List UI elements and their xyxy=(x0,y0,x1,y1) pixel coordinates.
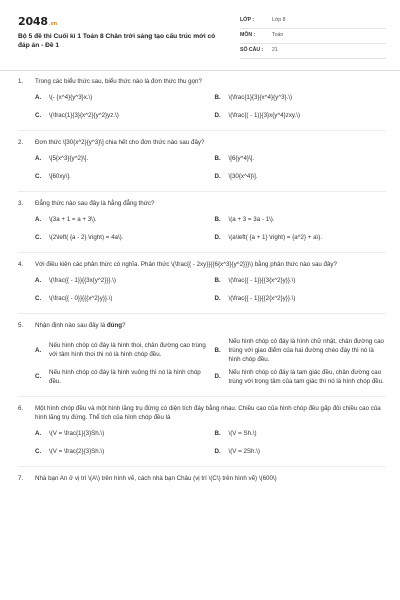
option-c[interactable] xyxy=(35,173,207,182)
question-stem: Trong các biểu thức sau, biểu thức nào là đơn thức thu gọn? xyxy=(35,78,202,85)
question-stem: Một hình chóp đều và một hình lăng trụ đứng có diện tích đáy bằng nhau. Chiều cao của hình chóp đều gấp đôi chiều cao của hình lăng trụ đứng. Thể tích của hình chóp đều là xyxy=(35,404,381,421)
option-a[interactable] xyxy=(35,216,207,225)
option-text: \(\frac{{ - 1}}{{2{x^2}y}}.\) xyxy=(228,294,296,302)
document-title: Bộ 5 đề thi Cuối kì 1 Toán 8 Chân trời sáng tạo cấu trúc mới có đáp án - Đề 1 xyxy=(18,33,216,50)
option-letter: A. xyxy=(35,346,42,354)
option-d[interactable] xyxy=(215,295,387,304)
question-number: 3. xyxy=(18,199,24,207)
option-letter: B. xyxy=(214,429,221,437)
meta-row-subject xyxy=(240,29,386,44)
option-text: \(2\left( {a - 2} \right) = 4a\). xyxy=(49,233,124,241)
question-4 xyxy=(18,261,386,304)
option-a[interactable] xyxy=(35,342,207,360)
question-list xyxy=(18,78,386,484)
option-b[interactable] xyxy=(215,216,387,225)
option-letter: A. xyxy=(35,93,42,101)
option-a[interactable] xyxy=(35,430,207,439)
question-divider xyxy=(18,252,386,253)
meta-row-class xyxy=(240,14,386,29)
option-text: Nếu hình chóp có đáy là hình thoi, chân đường cao trùng với tâm hình thoi thì nó là hình chóp đều. xyxy=(49,342,206,359)
question-stem xyxy=(35,322,386,331)
option-letter: B. xyxy=(214,276,221,284)
option-c[interactable] xyxy=(35,369,207,387)
option-letter: C. xyxy=(35,233,42,241)
option-text: \(3a + 1 = a + 3\). xyxy=(49,215,97,223)
option-text: Nếu hình chóp có đáy là hình chữ nhật, chân đường cao trùng với giao điểm của hai đường chéo đáy thì nó là hình chóp đều. xyxy=(228,337,384,363)
site-logo[interactable] xyxy=(18,14,57,30)
question-number: 4. xyxy=(18,260,24,268)
option-text: \(\frac{{ - 0}}{{{x^2}y}}.\) xyxy=(49,294,113,302)
option-text: \[30{x^4}\]. xyxy=(228,172,258,180)
meta-label: MÔN : xyxy=(240,32,256,39)
page-header xyxy=(18,14,386,62)
question-number: 2. xyxy=(18,138,24,146)
option-text: \(a + 3 = 3a - 1\). xyxy=(228,215,275,223)
option-letter: D. xyxy=(214,294,221,302)
option-text: \(V = \frac{2}{3}Sh.\) xyxy=(49,447,105,455)
question-divider xyxy=(18,466,386,467)
option-text: \[60xy\]. xyxy=(49,172,71,180)
question-1 xyxy=(18,78,386,121)
option-c[interactable] xyxy=(35,234,207,243)
option-text: \(V = Sh.\) xyxy=(228,429,257,437)
option-a[interactable] xyxy=(35,94,207,103)
option-letter: A. xyxy=(35,215,42,223)
option-letter: A. xyxy=(35,154,42,162)
meta-label: SỐ CÂU : xyxy=(240,47,264,54)
option-d[interactable] xyxy=(215,173,387,182)
option-text: Nếu hình chóp có đáy là tam giác đều, chân đường cao trùng với trọng tâm của tam giác thì nó là hình chóp đều. xyxy=(228,368,384,385)
header-divider xyxy=(0,70,400,71)
question-divider xyxy=(18,130,386,131)
option-text: \(a\left( {a + 1} \right) = {a^2} + a\). xyxy=(228,233,323,241)
stem-emphasis: đúng xyxy=(106,321,123,329)
meta-label: LỚP : xyxy=(240,17,255,24)
option-text: \(- {x^4}{y^3}x.\) xyxy=(49,93,93,101)
meta-value: 21 xyxy=(272,47,278,54)
option-text: \(\frac{1}{3}{x^2}{y^2}yz.\) xyxy=(49,111,119,119)
option-text: \(\frac{{ - 1}}{{3x{y^2}}}.\) xyxy=(49,276,116,284)
option-text: \[6{y^4}\]. xyxy=(228,154,255,162)
option-letter: C. xyxy=(35,373,42,381)
option-letter: D. xyxy=(214,233,221,241)
option-text: \(V = \frac{1}{3}Sh.\) xyxy=(49,429,105,437)
option-letter: C. xyxy=(35,294,42,302)
question-stem: Nhà bạn An ở vị trí \(A\) trên hình vẽ, cách nhà bạn Châu (vị trí \(C\) trên hình vẽ) \(600\) xyxy=(35,474,277,482)
question-number: 1. xyxy=(18,78,24,85)
question-number: 5. xyxy=(18,321,24,329)
option-text: \(\frac{{ - 1}}{{3{x^2}y}}.\) xyxy=(228,276,296,284)
option-a[interactable] xyxy=(35,277,207,286)
option-letter: B. xyxy=(214,346,221,354)
stem-text: ? xyxy=(122,321,126,329)
option-text: \(\frac{1}{3}{x^4}{y^3}.\) xyxy=(228,93,293,101)
option-text: Nếu hình chóp có đáy là hình vuông thì nó là hình chóp đều. xyxy=(49,368,201,385)
option-letter: D. xyxy=(214,447,221,455)
meta-value: Toán xyxy=(272,32,284,39)
meta-value: Lớp 8 xyxy=(272,17,286,24)
question-5 xyxy=(18,322,386,387)
option-letter: C. xyxy=(35,447,42,455)
option-b[interactable] xyxy=(215,155,387,164)
question-2 xyxy=(18,139,386,182)
option-letter: C. xyxy=(35,172,42,180)
question-divider xyxy=(18,191,386,192)
option-d[interactable] xyxy=(215,448,387,457)
option-c[interactable] xyxy=(35,448,207,457)
option-d[interactable] xyxy=(215,234,387,243)
option-letter: D. xyxy=(214,373,221,381)
option-c[interactable] xyxy=(35,112,207,121)
option-c[interactable] xyxy=(35,295,207,304)
option-b[interactable] xyxy=(215,277,387,286)
question-7 xyxy=(18,475,386,484)
logo-sub: .vn xyxy=(48,21,57,27)
question-6 xyxy=(18,405,386,457)
option-letter: D. xyxy=(214,172,221,180)
question-number: 7. xyxy=(18,474,24,482)
question-3 xyxy=(18,200,386,243)
question-divider xyxy=(18,396,386,397)
option-d[interactable] xyxy=(215,112,387,121)
question-stem: Đơn thức \[30{x^2}{y^3}\] chia hết cho đơn thức nào sau đây? xyxy=(35,138,205,146)
question-divider xyxy=(18,313,386,314)
question-stem: Đẳng thức nào sau đây là hằng đẳng thức? xyxy=(35,199,155,207)
option-letter: A. xyxy=(35,429,42,437)
option-b[interactable] xyxy=(215,338,387,365)
option-a[interactable] xyxy=(35,155,207,164)
option-letter: C. xyxy=(35,111,42,119)
option-letter: B. xyxy=(214,93,221,101)
option-letter: B. xyxy=(214,154,221,162)
option-b[interactable] xyxy=(215,430,387,439)
option-letter: A. xyxy=(35,276,42,284)
meta-row-count xyxy=(240,44,386,59)
question-stem: Với điều kiện các phân thức có nghĩa. Phân thức \(\frac{{ - 2xy}}{{6{x^3}{y^2}}}\) bằng phân thức nào sau đây? xyxy=(35,260,337,268)
logo-main: 2048 xyxy=(18,15,48,28)
option-text: \(\frac{( - 1)}{3}x{y^4}zxy.\) xyxy=(228,111,301,119)
option-d[interactable] xyxy=(215,369,387,387)
question-number: 6. xyxy=(18,404,24,412)
option-text: \(V = 2Sh.\) xyxy=(228,447,260,455)
exam-meta-table xyxy=(240,14,386,59)
option-letter: D. xyxy=(214,111,221,119)
stem-text: Nhận định nào sau đây là xyxy=(35,321,107,329)
option-text: \[5{x^3}{y^2}\]. xyxy=(49,154,89,162)
option-letter: B. xyxy=(214,215,221,223)
option-b[interactable] xyxy=(215,94,387,103)
